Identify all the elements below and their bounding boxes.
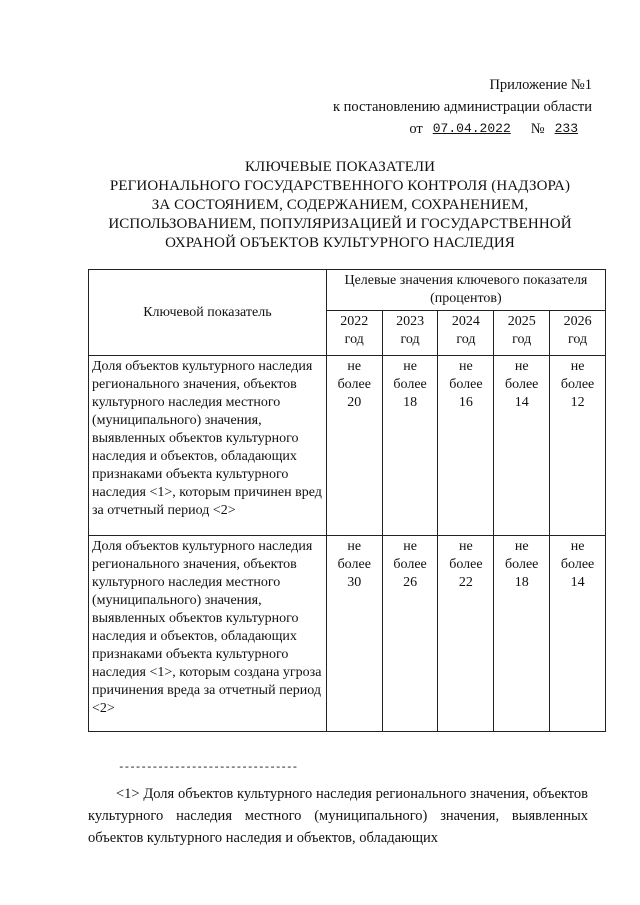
title-line: КЛЮЧЕВЫЕ ПОКАЗАТЕЛИ [244, 159, 436, 175]
date-prefix: от [409, 121, 423, 137]
appendix-title: Приложение №1 [489, 77, 592, 93]
title-line: ИСПОЛЬЗОВАНИЕМ, ПОПУЛЯРИЗАЦИЕЙ И ГОСУДАРСТВЕННОЙ [108, 216, 572, 232]
table-row [89, 356, 606, 536]
year-cell: 2023 год [382, 311, 438, 356]
value-cell: не более 18 [382, 356, 438, 536]
footnote-text: <1> Доля объектов культурного наследия регионального значения, объектов культурного наследия местного (муниципального) значения, выявленных объектов культурного наследия и объектов, обладающих [88, 786, 588, 846]
value-cell: не более 26 [382, 536, 438, 732]
value-cell: не более 22 [438, 536, 494, 732]
year-cell: 2026 год [550, 311, 606, 356]
indicator-text: Доля объектов культурного наследия регионального значения, объектов культурного наследия местного (муниципального) значения, выявленных объектов культурного наследия и объектов, обладающих признаками объекта культурного наследия <1>, которым причинен вред за отчетный период <2> [89, 356, 327, 536]
indicators-table [88, 269, 606, 732]
title-line: РЕГИОНАЛЬНОГО ГОСУДАРСТВЕННОГО КОНТРОЛЯ (НАДЗОРА) [109, 178, 571, 194]
table-row [89, 536, 606, 732]
year-cell: 2022 год [326, 311, 382, 356]
value-cell: не более 14 [550, 536, 606, 732]
decree-date: 07.04.2022 [432, 121, 511, 136]
year-cell: 2024 год [438, 311, 494, 356]
value-cell: не более 18 [494, 536, 550, 732]
value-cell: не более 12 [550, 356, 606, 536]
appendix-date-row [333, 118, 592, 140]
footnote-separator: -------------------------------- [118, 762, 298, 774]
indicator-text: Доля объектов культурного наследия регионального значения, объектов культурного наследия местного (муниципального) значения, выявленных объектов культурного наследия и объектов, обладающих признаками объекта культурного наследия <1>, которым создана угроза причинения вреда за отчетный период <2> [89, 536, 327, 732]
table-header-row [89, 270, 606, 311]
title-line: ОХРАНОЙ ОБЪЕКТОВ КУЛЬТУРНОГО НАСЛЕДИЯ [165, 235, 515, 251]
appendix-reference: к постановлению администрации области [332, 99, 592, 115]
title-line: ЗА СОСТОЯНИЕМ, СОДЕРЖАНИЕМ, СОХРАНЕНИЕМ, [151, 197, 529, 213]
number-prefix: № [530, 121, 545, 137]
value-cell: не более 14 [494, 356, 550, 536]
header-indicator: Ключевой показатель [89, 270, 327, 356]
header-target-values: Целевые значения ключевого показателя (процентов) [326, 270, 605, 311]
document-title [60, 158, 620, 253]
value-cell: не более 30 [326, 536, 382, 732]
value-cell: не более 20 [326, 356, 382, 536]
decree-number: 233 [554, 121, 578, 136]
value-cell: не более 16 [438, 356, 494, 536]
appendix-block [333, 74, 592, 140]
year-cell: 2025 год [494, 311, 550, 356]
